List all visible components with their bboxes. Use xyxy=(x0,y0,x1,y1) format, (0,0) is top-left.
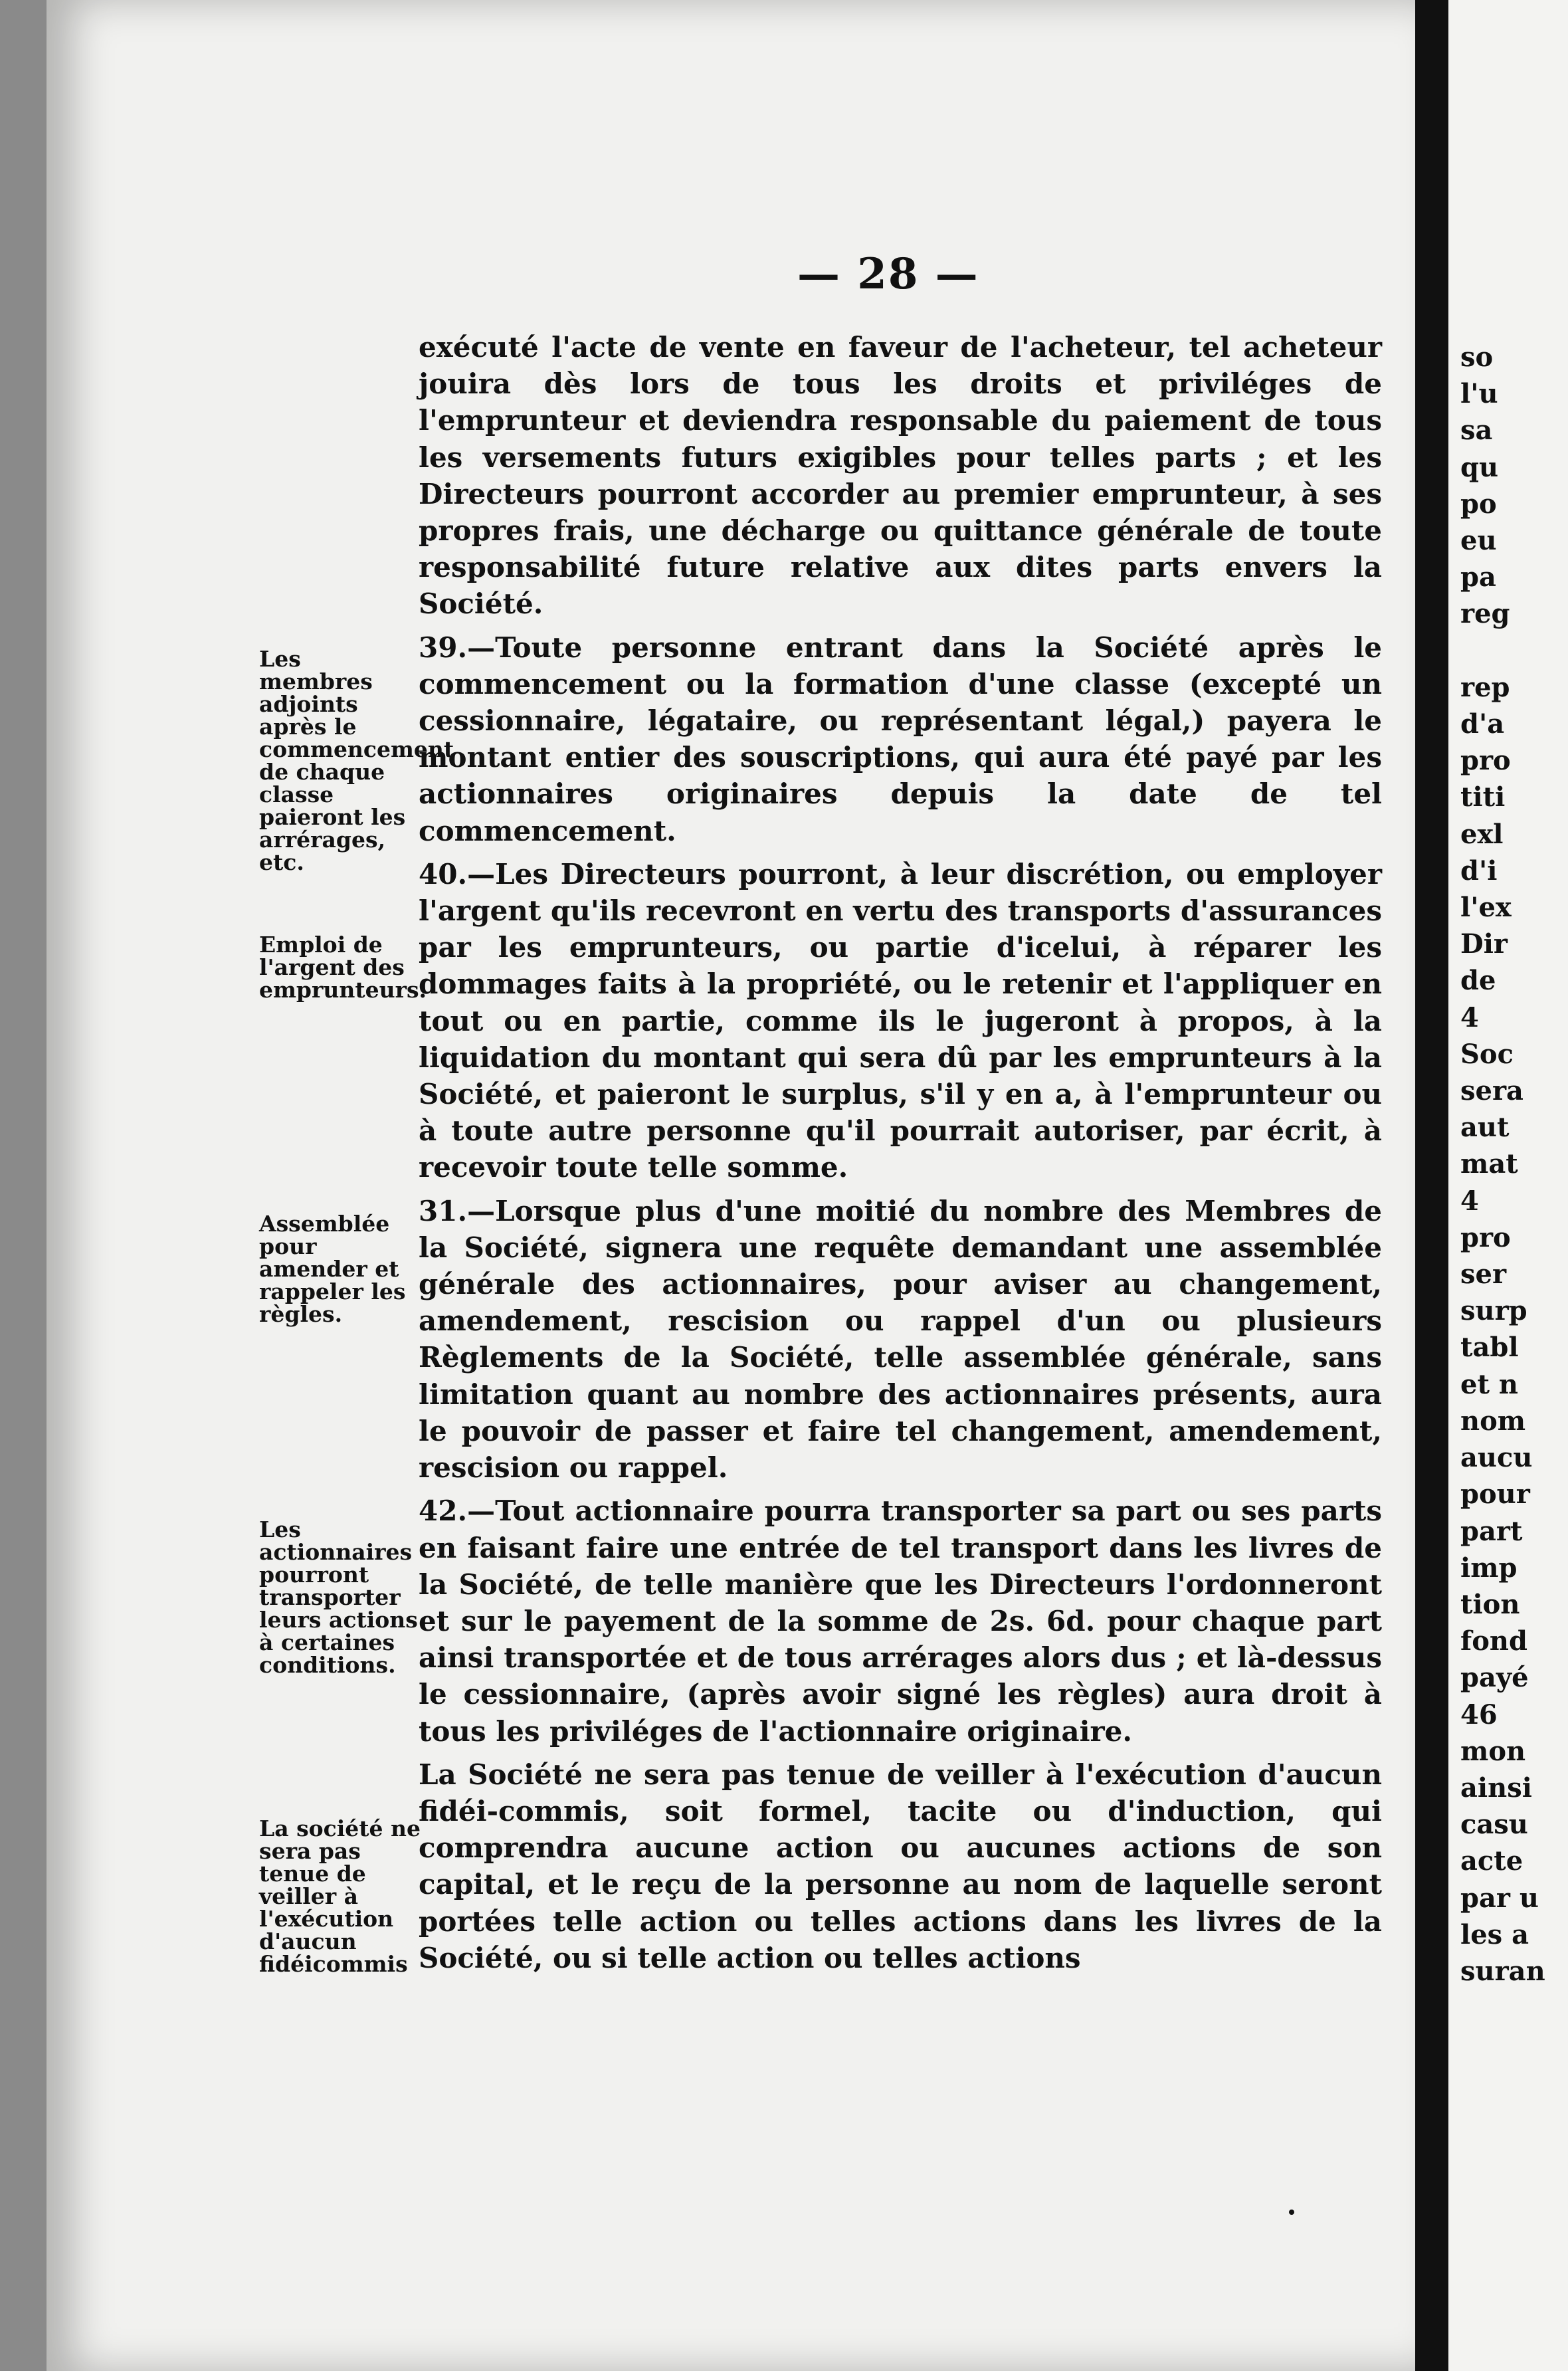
book-gutter xyxy=(1415,0,1448,2371)
adjacent-page-text: so l'u sa qu po eu pa reg rep d'a pro titi exl d'i l'ex Dir de 4 Soc sera aut mat 4 pro ser surp tabl et n nom aucu pour part imp tion fond payé 46 mon ainsi casu acte par u les a suran xyxy=(1460,342,1545,1987)
ink-speck xyxy=(1289,2210,1294,2215)
page-number: — 28 — xyxy=(797,249,979,299)
body-text xyxy=(419,329,1382,1976)
paragraph-continuation: exécuté l'acte de vente en faveur de l'acheteur, tel acheteur jouira dès lors de tous les droits et priviléges de l'emprunteur et deviendra responsable du paiement de tous les versements futurs exigibles pour telles parts ; et les Directeurs pourront accorder au premier emprunteur, à ses propres frais, une décharge ou quittance générale de toute responsabilité future relative aux dites parts envers la Société. xyxy=(419,331,1382,621)
paragraph-article-39: 39.—Toute personne entrant dans la Société après le commencement ou la formation d'une classe (excepté un cessionnaire, légataire, ou représentant légal,) payera le montant entier des souscriptions, qui aura été payé par les actionnaires originaires depuis la date de tel commencement. xyxy=(419,631,1382,847)
paragraph-article-40: 40.—Les Directeurs pourront, à leur discrétion, ou employer l'argent qu'ils recevront en vertu des transports d'assurances par les emprunteurs, ou partie d'icelui, à réparer les dommages faits à la propriété, ou le retenir et l'appliquer en tout ou en partie, comme ils le jugeront à propos, à la liquidation du montant qui sera dû par les emprunteurs à la Société, et paieront le surplus, s'il y en a, à l'emprunteur ou à toute autre personne qu'il pourrait autoriser, par écrit, à recevoir toute telle somme. xyxy=(419,857,1382,1184)
book-page xyxy=(47,0,1415,2371)
paragraph-trust: La Société ne sera pas tenue de veiller à l'exécution d'aucun fidéi-commis, soit formel, tacite ou d'induction, qui comprendra aucune action ou aucunes actions de son capital, et le reçu de la personne au nom de laquelle seront portées telle action ou telles actions dans les livres de la Société, ou si telle action ou telles actions xyxy=(419,1758,1382,1974)
margin-note-assembly: Assemblée pour amender et rappeler les règles. xyxy=(259,1211,406,1327)
margin-note-share-transfer: Les actionnaires pourront transporter leurs actions à certaines conditions. xyxy=(259,1516,418,1678)
adjacent-page-edge xyxy=(1448,0,1568,2371)
margin-note-use-of-money: Emploi de l'argent des emprunteurs. xyxy=(259,932,427,1003)
margin-note-trust: La société ne sera pas tenue de veiller à l'exécution d'aucun fidéicommis xyxy=(259,1815,421,1977)
paragraph-article-31: 31.—Lorsque plus d'une moitié du nombre des Membres de la Société, signera une requête demandant une assemblée générale des actionnaires, pour aviser au changement, amendement, rescision ou rappel d'un ou plusieurs Règlements de la Société, telle assemblée générale, sans limitation quant au nombre des actionnaires présents, aura le pouvoir de passer et faire tel changement, amendement, rescision ou rappel. xyxy=(419,1194,1382,1485)
paragraph-article-42: 42.—Tout actionnaire pourra transporter sa part ou ses parts en faisant faire une entrée de tel transport dans les livres de la Société, de telle manière que les Directeurs l'ordonneront et sur le payement de la somme de 2s. 6d. pour chaque part ainsi transportée et de tous arrérages alors dus ; et là-dessus le cessionnaire, (après avoir signé les règles) aura droit à tous les priviléges de l'actionnaire originaire. xyxy=(419,1495,1382,1748)
margin-note-new-members: Les membres adjoints après le commencement de chaque classe paieront les arrérages, etc. xyxy=(259,646,454,875)
